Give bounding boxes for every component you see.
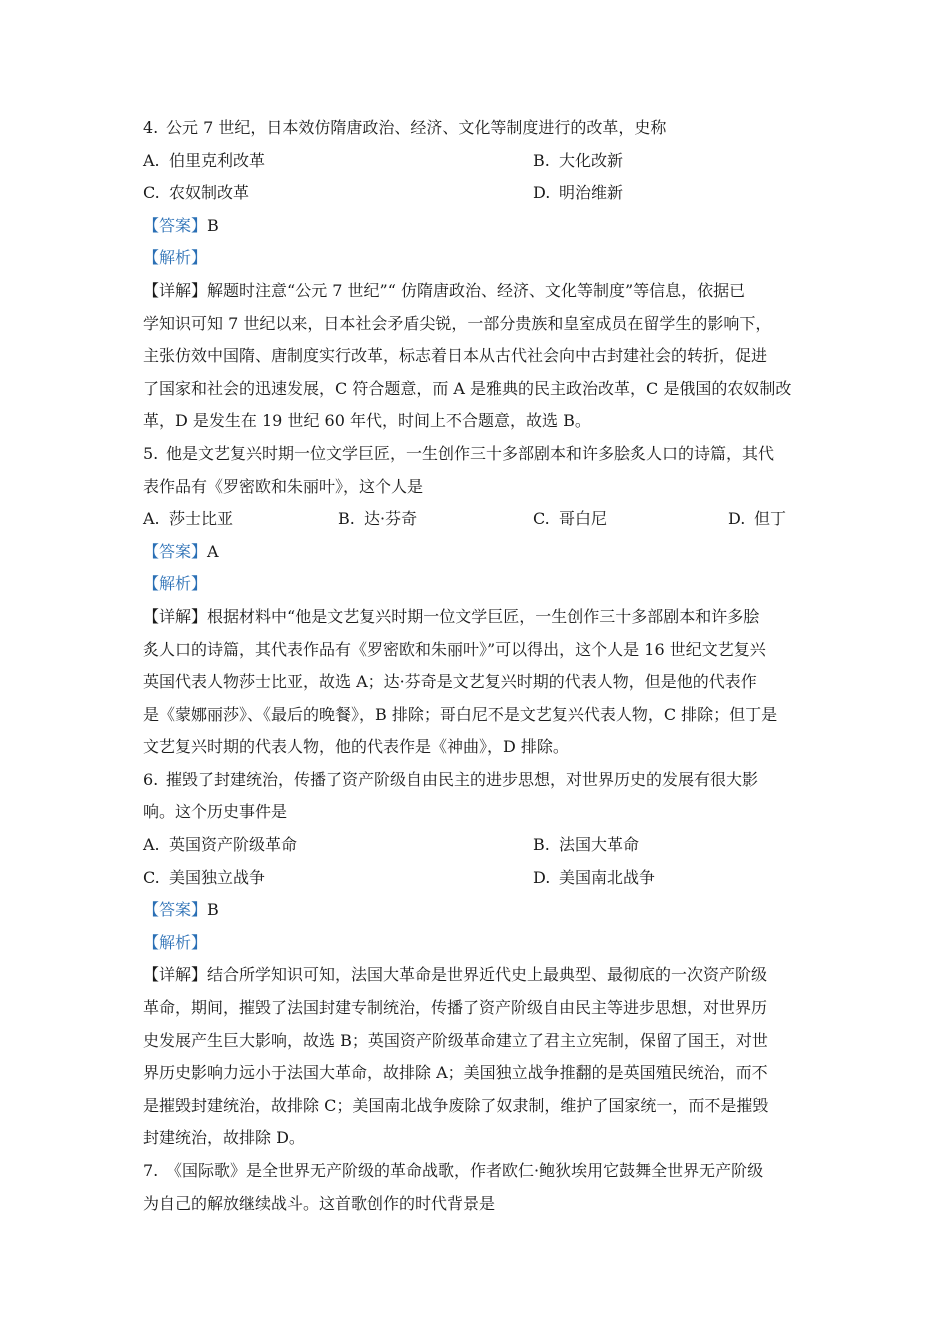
option-b: B. 法国大革命 bbox=[533, 835, 640, 855]
question-stem: 7. 《国际歌》是全世界无产阶级的革命战歌，作者欧仁·鲍狄埃用它鼓舞全世界无产阶级 bbox=[143, 1161, 764, 1180]
option-d: D. 美国南北战争 bbox=[533, 867, 656, 887]
analysis-line bbox=[143, 568, 811, 601]
analysis-tag: 【解析】 bbox=[143, 932, 208, 952]
question-stem-cont: 响。这个历史事件是 bbox=[143, 802, 288, 822]
question-stem: 4. 公元 7 世纪，日本效仿隋唐政治、经济、文化等制度进行的改革，史称 bbox=[143, 118, 667, 137]
detail-tag: 【详解】 bbox=[143, 280, 208, 300]
answer-value: B bbox=[207, 900, 219, 920]
detail-paragraph: 【详解】解题时注意“公元 7 世纪”“ 仿隋唐政治、经济、文化等制度”等信息，依据已 学知识可知 7 世纪以来，日本社会矛盾尖锐，一部分贵族和皇室成员在留学生的影响下， 主张仿效中国隋、唐制度实行改革，标志着日本从古代社会向中古封建社会的转折，促进 了国家和社会的迅速发展，C 符合题意，而 A 是雅典的民主政治改革，C 是俄国的农奴制改 革，D 是发生在 19 世纪 60 年代，时间上不合题意，故选 B。 bbox=[143, 280, 792, 431]
option-d: D. 明治维新 bbox=[533, 183, 624, 203]
analysis-tag: 【解析】 bbox=[143, 248, 208, 268]
question-stem: 5. 他是文艺复兴时期一位文学巨匠，一生创作三十多部剧本和许多脍炙人口的诗篇，其代 bbox=[143, 443, 775, 463]
options-row bbox=[143, 503, 811, 536]
answer-line bbox=[143, 536, 811, 569]
answer-value: B bbox=[207, 215, 219, 235]
options-row bbox=[143, 862, 811, 895]
question-5 bbox=[143, 438, 811, 764]
option-a: A. 莎士比亚 bbox=[143, 509, 234, 529]
answer-tag: 【答案】 bbox=[143, 900, 208, 920]
question-6 bbox=[143, 764, 811, 1155]
answer-tag: 【答案】 bbox=[143, 215, 208, 235]
options-row bbox=[143, 829, 811, 862]
option-c: C. 农奴制改革 bbox=[143, 183, 250, 203]
detail-tag: 【详解】 bbox=[143, 606, 208, 626]
detail-paragraph: 【详解】结合所学知识可知，法国大革命是世界近代史上最典型、最彻底的一次资产阶级 革命，期间，摧毁了法国封建专制统治，传播了资产阶级自由民主等进步思想，对世界历 史发展产生巨大影响，故选 B；英国资产阶级革命建立了君主立宪制，保留了国王，对世 界历史影响力远小于法国大革命，故排除 A；美国独立战争推翻的是英国殖民统治，而不 是摧毁封建统治，故排除 C；美国南北战争废除了奴隶制，维护了国家统一，而不是摧毁 封建统治，故排除 D。 bbox=[143, 965, 769, 1148]
option-c: C. 美国独立战争 bbox=[143, 867, 266, 887]
question-stem: 6. 摧毁了封建统治，传播了资产阶级自由民主的进步思想，对世界历史的发展有很大影 bbox=[143, 769, 759, 789]
analysis-line bbox=[143, 927, 811, 960]
analysis-tag: 【解析】 bbox=[143, 574, 208, 594]
option-d: D. 但丁 bbox=[728, 509, 787, 529]
answer-tag: 【答案】 bbox=[143, 541, 208, 561]
detail-paragraph: 【详解】根据材料中“他是文艺复兴时期一位文学巨匠，一生创作三十多部剧本和许多脍 炙人口的诗篇，其代表作品有《罗密欧和朱丽叶》”可以得出，这个人是 16 世纪文艺复兴 英国代表人物莎士比亚，故选 A；达·芬奇是文艺复兴时期的代表人物，但是他的代表作 是《蒙娜丽莎》、《最后的晚餐》，B 排除；哥白尼不是文艺复兴代表人物，C 排除；但丁是 文艺复兴时期的代表人物，他的代表作是《神曲》，D 排除。 bbox=[143, 606, 778, 757]
option-c: C. 哥白尼 bbox=[533, 509, 608, 529]
answer-value: A bbox=[207, 541, 219, 561]
answer-line bbox=[143, 210, 811, 243]
option-b: B. 大化改新 bbox=[533, 150, 624, 170]
detail-tag: 【详解】 bbox=[143, 965, 208, 985]
analysis-line bbox=[143, 242, 811, 275]
options-row bbox=[143, 145, 811, 178]
question-7 bbox=[143, 1155, 811, 1220]
document-page bbox=[143, 112, 811, 1220]
answer-line bbox=[143, 894, 811, 927]
question-4 bbox=[143, 112, 811, 438]
question-stem-cont: 表作品有《罗密欧和朱丽叶》，这个人是 bbox=[143, 476, 424, 496]
option-a: A. 伯里克利改革 bbox=[143, 150, 266, 170]
option-a: A. 英国资产阶级革命 bbox=[143, 835, 298, 855]
options-row bbox=[143, 177, 811, 210]
option-b: B. 达·芬奇 bbox=[338, 509, 418, 529]
question-stem-cont: 为自己的解放继续战斗。这首歌创作的时代背景是 bbox=[143, 1193, 496, 1213]
